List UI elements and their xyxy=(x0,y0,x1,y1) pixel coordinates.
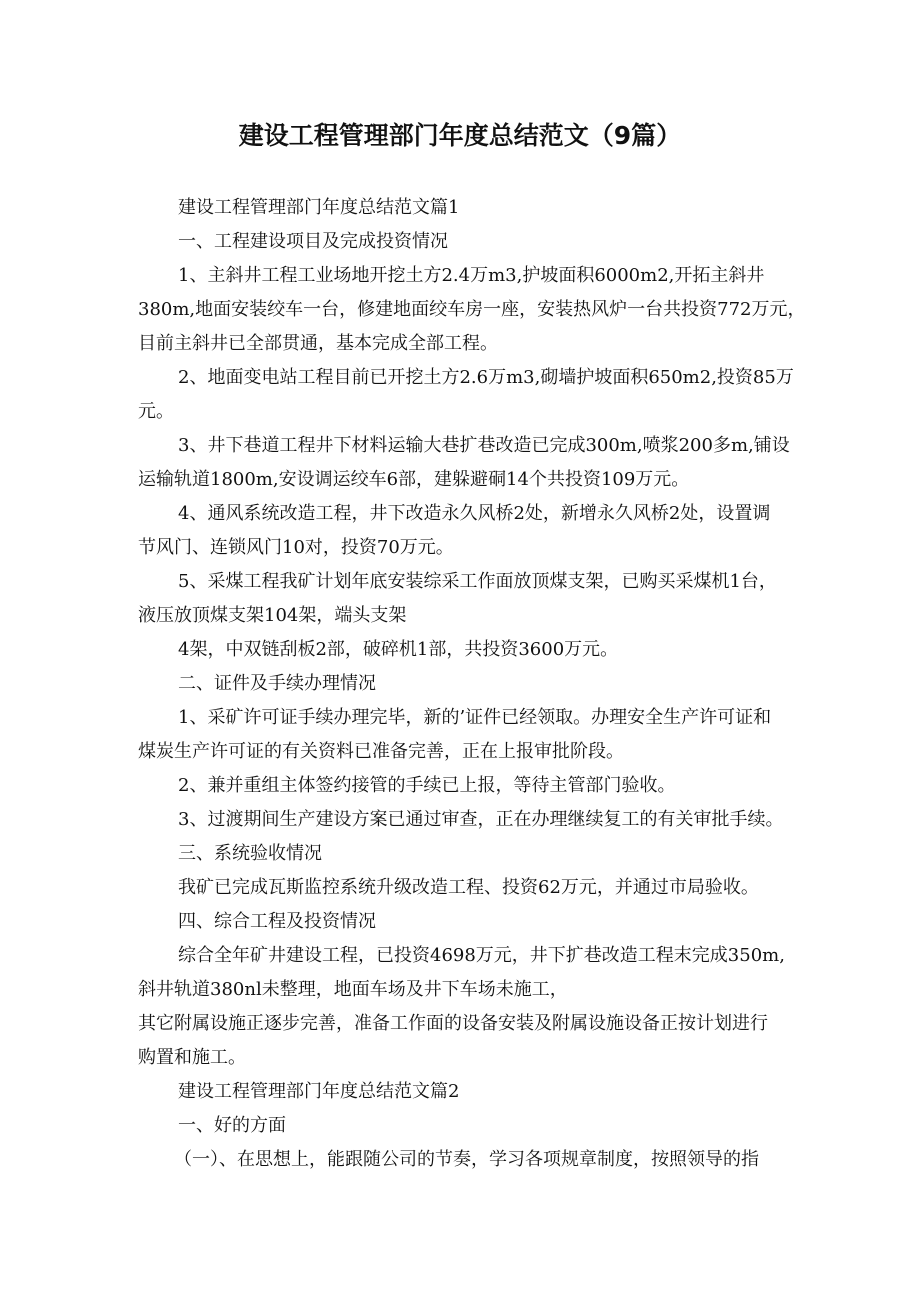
paragraph-line: 元。 xyxy=(138,401,174,422)
document-body xyxy=(138,191,806,1177)
paragraph-line: 其它附属设施正逐步完善，准备工作面的设备安装及附属设施设备正按计划进行 xyxy=(138,1013,768,1034)
paragraph-line: 4、通风系统改造工程，井下改造永久风桥2处，新增永久风桥2处，设置调 xyxy=(178,503,771,524)
paragraph-line: 购置和施工。 xyxy=(138,1047,246,1068)
paragraph-line: 3、过渡期间生产建设方案已通过审查，正在办理继续复工的有关审批手续。 xyxy=(178,809,784,830)
paragraph-line: 1、采矿许可证手续办理完毕，新的’证件已经领取。办理安全生产许可证和 xyxy=(178,707,772,728)
paragraph-line: 2、地面变电站工程目前已开挖土方2.6万m3,砌墙护坡面积650m2,投资85万 xyxy=(178,367,794,388)
paragraph-line: 380m,地面安装绞车一台，修建地面绞车房一座，安装热风炉一台共投资772万元， xyxy=(138,299,806,320)
subsection-heading: 二、证件及手续办理情况 xyxy=(178,673,376,694)
subsection-heading: 四、综合工程及投资情况 xyxy=(178,911,376,932)
paragraph-line: 1、主斜井工程工业场地开挖土方2.4万m3,护坡面积6000m2,开拓主斜井 xyxy=(178,265,765,286)
paragraph-line: 2、兼并重组主体签约接管的手续已上报，等待主管部门验收。 xyxy=(178,775,676,796)
paragraph-line: 运输轨道1800m,安设调运绞车6部，建躲避硐14个共投资109万元。 xyxy=(138,469,690,490)
paragraph-line: 3、井下巷道工程井下材料运输大巷扩巷改造已完成300m,喷浆200多m,铺设 xyxy=(178,435,790,456)
paragraph-line: 我矿已完成瓦斯监控系统升级改造工程、投资62万元，并通过市局验收。 xyxy=(178,877,759,898)
paragraph-line: 5、采煤工程我矿计划年底安装综采工作面放顶煤支架，已购买采煤机1台， xyxy=(178,571,777,592)
section-heading: 建设工程管理部门年度总结范文篇2 xyxy=(178,1081,460,1102)
subsection-heading: 一、工程建设项目及完成投资情况 xyxy=(178,231,448,252)
paragraph-line: 斜井轨道380nl未整理，地面车场及井下车场未施工， xyxy=(138,979,568,1000)
section-heading: 建设工程管理部门年度总结范文篇1 xyxy=(178,197,460,218)
paragraph-line: 节风门、连锁风门10对，投资70万元。 xyxy=(138,537,454,558)
paragraph-line: 4架，中双链刮板2部，破碎机1部，共投资3600万元。 xyxy=(178,639,619,660)
paragraph-line: 液压放顶煤支架104架，端头支架 xyxy=(138,605,407,626)
paragraph-line: 综合全年矿井建设工程，已投资4698万元，井下扩巷改造工程末完成350m, xyxy=(178,945,785,966)
paragraph-line: 煤炭生产许可证的有关资料已准备完善，正在上报审批阶段。 xyxy=(138,741,624,762)
subsection-heading: 三、系统验收情况 xyxy=(178,843,322,864)
document-title: 建设工程管理部门年度总结范文（9篇） xyxy=(238,121,682,150)
paragraph-line: 目前主斜井已全部贯通，基本完成全部工程。 xyxy=(138,333,498,354)
paragraph-line: （一）、在思想上，能跟随公司的节奏，学习各项规章制度，按照领导的指 xyxy=(174,1149,759,1170)
subsection-heading: 一、好的方面 xyxy=(178,1115,286,1136)
